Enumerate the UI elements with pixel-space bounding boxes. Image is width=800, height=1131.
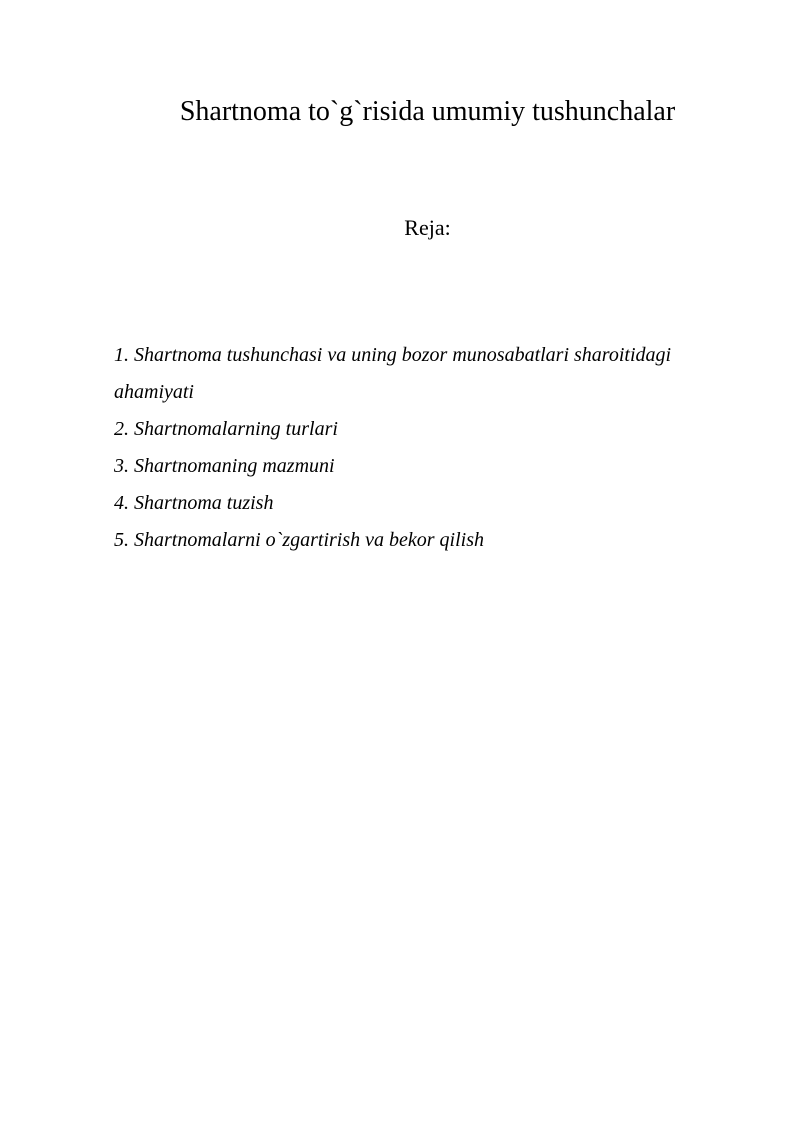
plan-list [114, 337, 734, 559]
plan-item-2: 2. Shartnomalarning turlari [114, 418, 338, 440]
plan-item-3: 3. Shartnomaning mazmuni [114, 455, 335, 477]
plan-item-4: 4. Shartnoma tuzish [114, 492, 274, 514]
plan-heading: Reja: [404, 215, 451, 240]
plan-item-1: 1. Shartnoma tushunchasi va uning bozor munosabatlari sharoitidagi ahamiyati [114, 344, 672, 403]
plan-item-5: 5. Shartnomalarni o`zgartirish va bekor qilish [114, 529, 485, 551]
document-title: Shartnoma to`g`risida umumiy tushunchalar [179, 96, 676, 127]
